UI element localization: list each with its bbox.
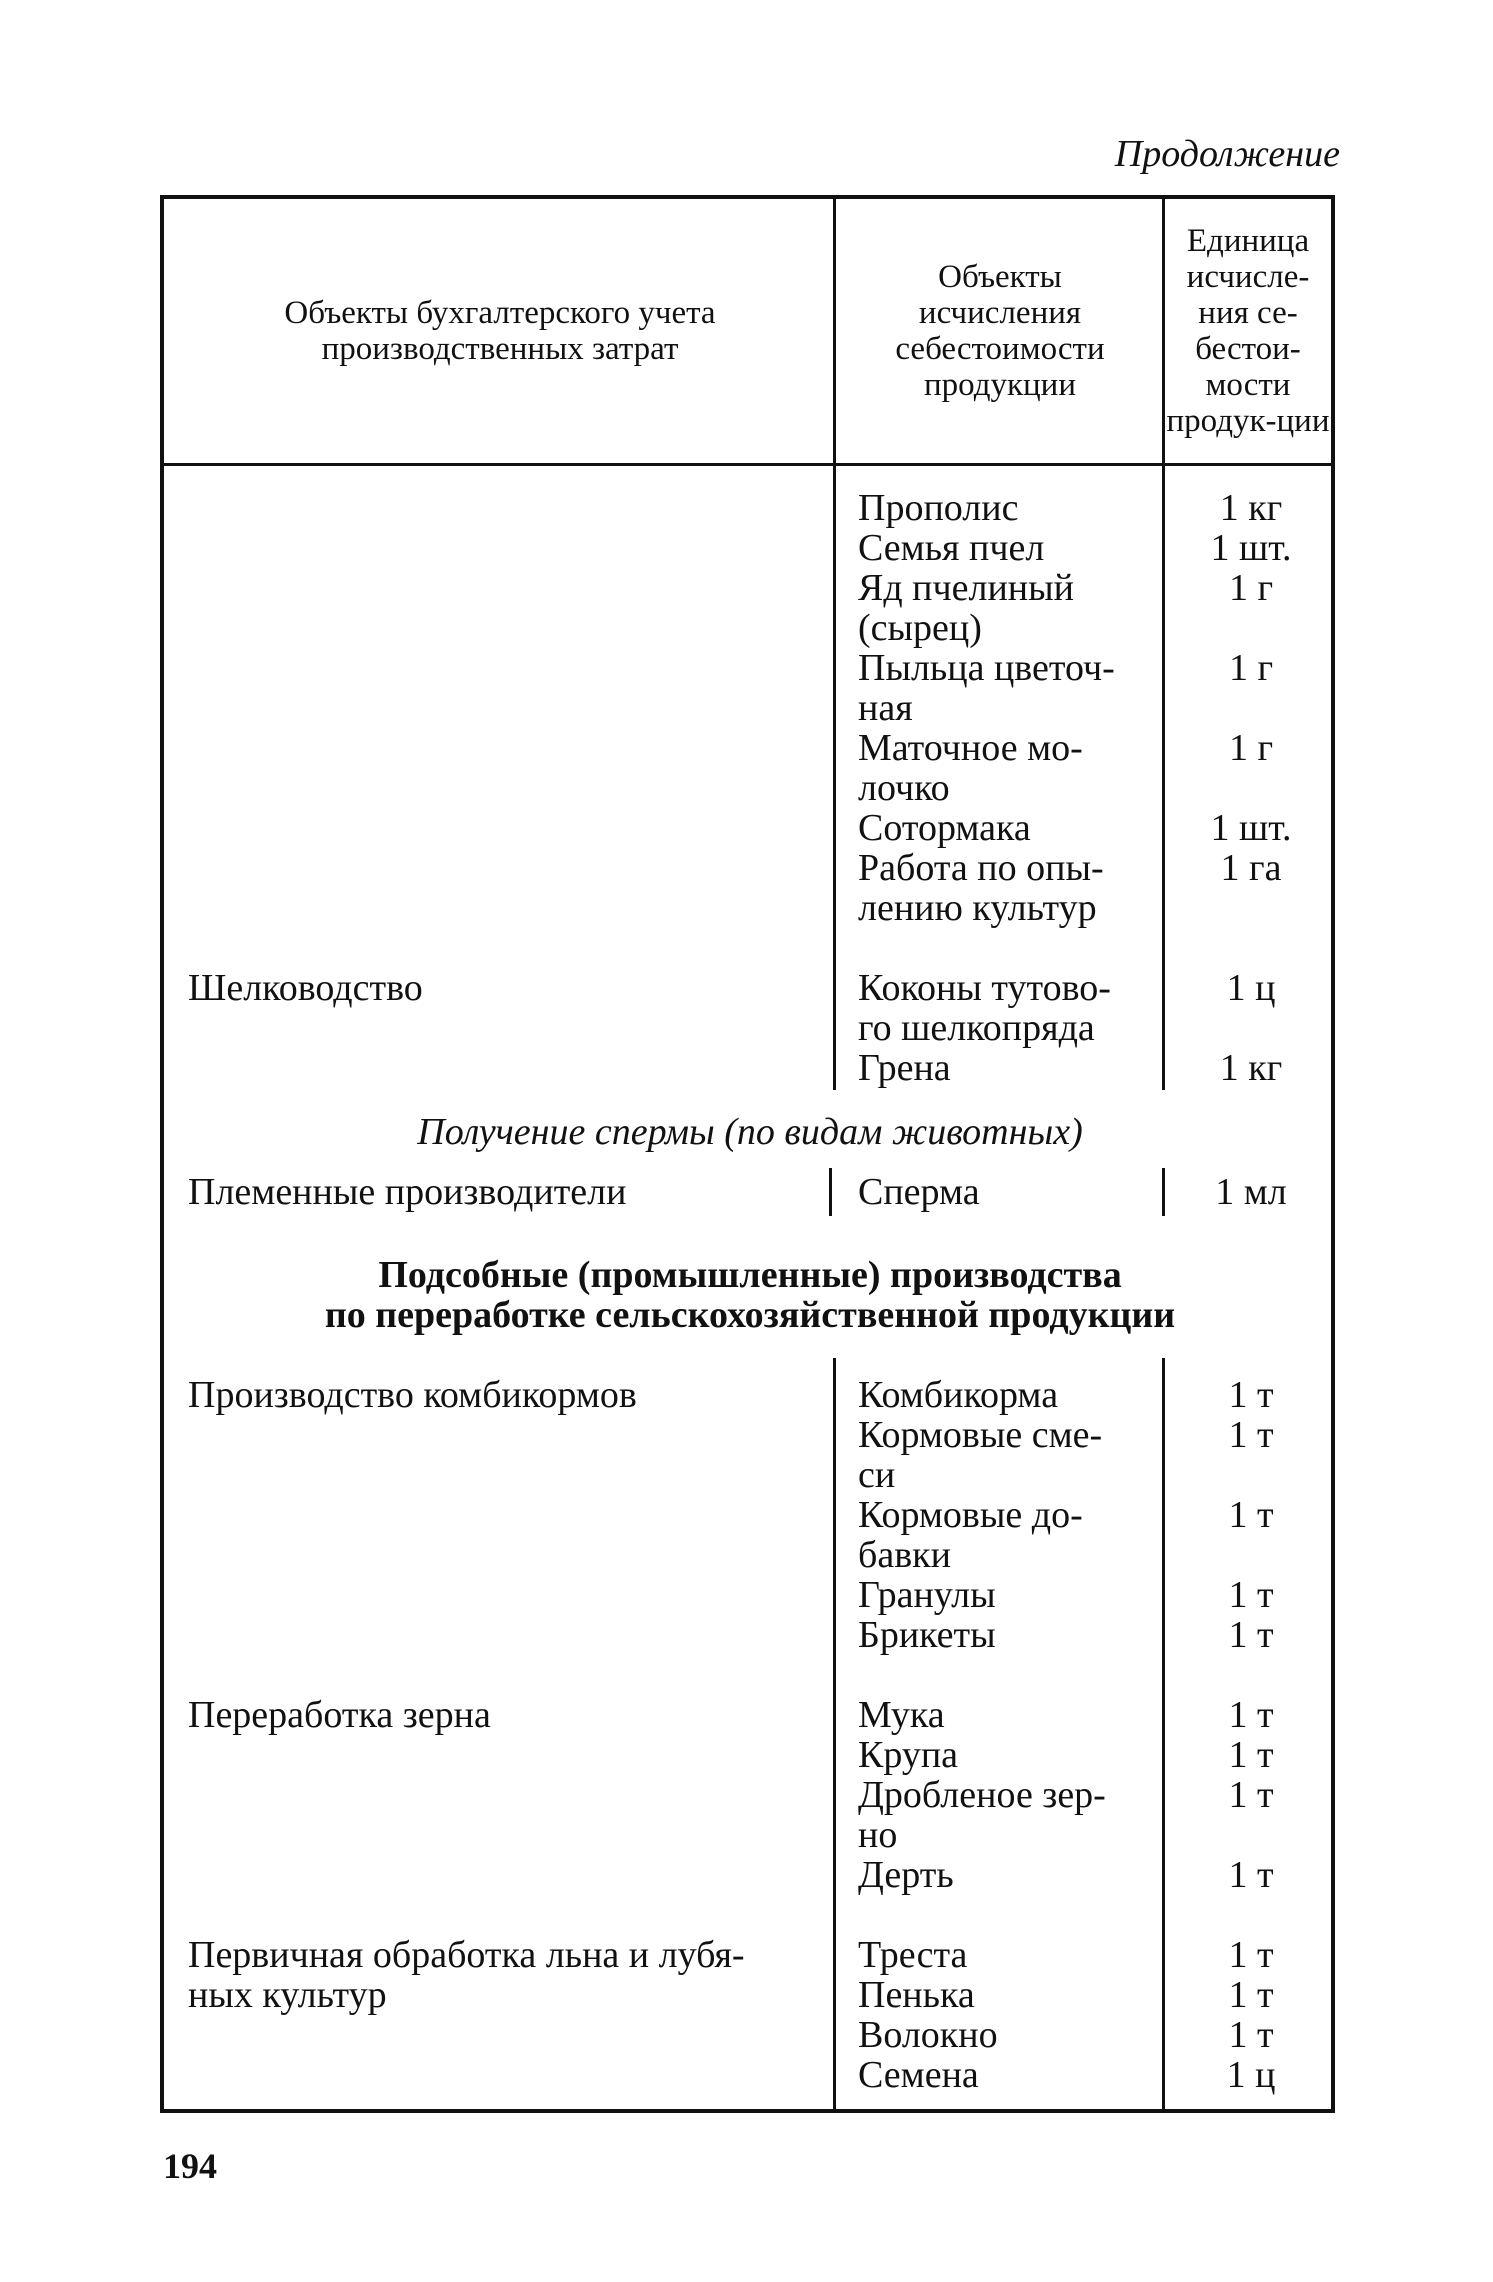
unit-cell: 1 т — [1228, 1934, 1274, 1976]
object-cell: Переработка зерна — [188, 1694, 491, 1736]
section-title-subsidiary-line1: Подсобные (промышленные) производства — [378, 1254, 1122, 1296]
unit-cell: 1 шт. — [1210, 807, 1292, 849]
section-title-sperm: Получение спермы (по видам животных) — [417, 1111, 1083, 1153]
unit-cell: 1 т — [1228, 1574, 1274, 1616]
col-divider-1c — [833, 1358, 836, 2113]
header-divider — [160, 463, 1335, 466]
unit-cell: 1 ц — [1226, 967, 1276, 1009]
unit-cell: 1 г — [1228, 567, 1274, 609]
section-title-subsidiary-line2: по переработке сельскохозяйственной продукции — [324, 1294, 1176, 1336]
object-cell: Первичная обработка льна и лубя- ных культур — [188, 1934, 745, 2016]
product-cell: Пенька — [858, 1974, 975, 2016]
product-cell: Сотормака — [858, 807, 1031, 849]
product-cell: Грена — [858, 1047, 951, 1089]
object-cell: Племенные производители — [188, 1171, 627, 1213]
product-cell: Дерть — [858, 1854, 954, 1896]
col-divider-1b — [829, 1168, 832, 1216]
product-cell: Пыльца цветоч- ная — [858, 647, 1115, 729]
unit-cell: 1 шт. — [1210, 527, 1292, 569]
page-number: 194 — [163, 2146, 217, 2186]
header-col1: Объекты бухгалтерского учета производственных затрат — [284, 295, 716, 367]
table-border-right — [1331, 195, 1335, 2113]
unit-cell: 1 т — [1228, 1414, 1274, 1456]
product-cell: Коконы тутово- го шелкопряда — [858, 967, 1111, 1049]
product-cell: Волокно — [858, 2014, 998, 2056]
product-cell: Семена — [858, 2054, 979, 2096]
product-cell: Работа по опы- лению культур — [858, 847, 1104, 929]
product-cell: Комбикорма — [858, 1374, 1059, 1416]
unit-cell: 1 г — [1228, 647, 1274, 689]
header-col3: Единица исчисле-ния се-бестои-мости продук-ции — [1166, 223, 1330, 439]
product-cell: Кормовые сме- си — [858, 1414, 1103, 1496]
unit-cell: 1 т — [1228, 1854, 1274, 1896]
unit-cell: 1 т — [1228, 1734, 1274, 1776]
product-cell: Гранулы — [858, 1574, 996, 1616]
product-cell: Прополис — [858, 487, 1019, 529]
unit-cell: 1 т — [1228, 2014, 1274, 2056]
product-cell: Треста — [858, 1934, 968, 1976]
unit-cell: 1 т — [1228, 1974, 1274, 2016]
table-border-bottom — [160, 2109, 1335, 2113]
unit-cell: 1 кг — [1219, 1047, 1283, 1089]
unit-cell: 1 га — [1220, 847, 1282, 889]
header-col2: Объекты исчисления себестоимости продукции — [895, 259, 1105, 403]
unit-cell: 1 т — [1228, 1614, 1274, 1656]
product-cell: Брикеты — [858, 1614, 996, 1656]
col-divider-1a — [833, 195, 836, 1090]
object-cell: Шелководство — [188, 967, 423, 1009]
col-divider-2a — [1162, 195, 1165, 1090]
product-cell: Яд пчелиный (сырец) — [858, 567, 1074, 649]
product-cell: Кормовые до- бавки — [858, 1494, 1083, 1576]
unit-cell: 1 т — [1228, 1374, 1274, 1416]
unit-cell: 1 кг — [1219, 487, 1283, 529]
continued-label: Продолжение — [1114, 133, 1340, 175]
unit-cell: 1 г — [1228, 727, 1274, 769]
object-cell: Производство комбикормов — [188, 1374, 637, 1416]
table-border-left — [160, 195, 164, 2113]
product-cell: Мука — [858, 1694, 945, 1736]
product-cell: Семья пчел — [858, 527, 1045, 569]
unit-cell: 1 т — [1228, 1774, 1274, 1816]
unit-cell: 1 ц — [1226, 2054, 1276, 2096]
product-cell: Дробленое зер- но — [858, 1774, 1106, 1856]
product-cell: Крупа — [858, 1734, 959, 1776]
product-cell: Сперма — [858, 1171, 980, 1213]
table-border-top — [160, 195, 1335, 199]
unit-cell: 1 т — [1228, 1694, 1274, 1736]
unit-cell: 1 т — [1228, 1494, 1274, 1536]
product-cell: Маточное мо- лочко — [858, 727, 1083, 809]
unit-cell: 1 мл — [1215, 1171, 1287, 1213]
